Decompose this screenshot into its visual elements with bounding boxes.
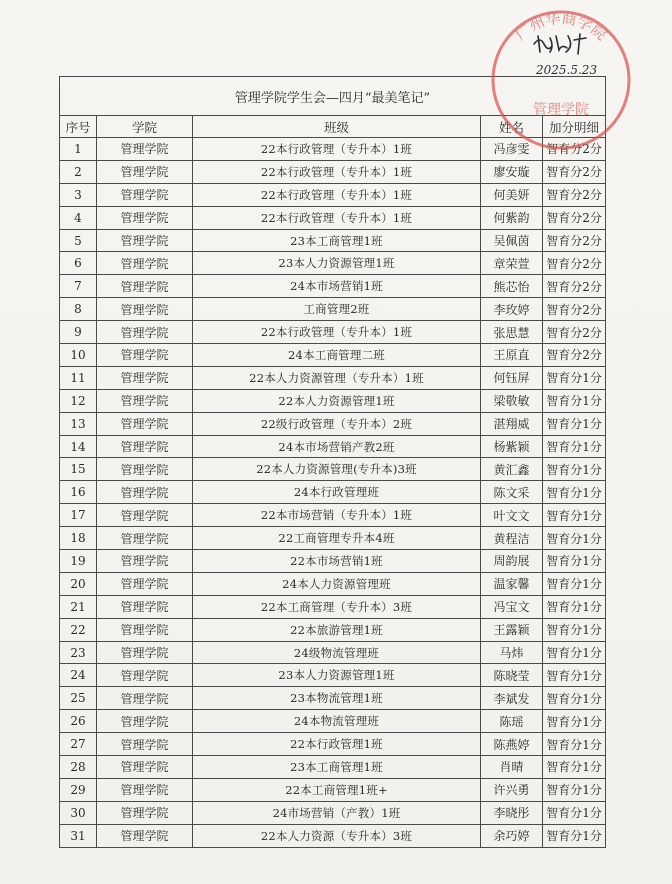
row-no: 18: [60, 527, 97, 550]
row-class: 22本工商管理（专升本）3班: [193, 595, 481, 618]
row-no: 30: [60, 801, 97, 824]
table-row: [60, 366, 606, 389]
row-no: 4: [60, 206, 97, 229]
row-class: 24市场营销（产教）1班: [193, 801, 481, 824]
row-name: 梁敬敏: [481, 389, 543, 412]
table-row: [60, 298, 606, 321]
row-class: 24本物流管理班: [193, 710, 481, 733]
table-row: [60, 641, 606, 664]
row-points: 智育分2分: [543, 252, 606, 275]
table-row: [60, 252, 606, 275]
row-name: 许兴勇: [481, 778, 543, 801]
row-no: 2: [60, 160, 97, 183]
row-points: 智育分1分: [543, 435, 606, 458]
row-college: 管理学院: [97, 160, 193, 183]
row-class: 22本旅游管理1班: [193, 618, 481, 641]
row-points: 智育分2分: [543, 298, 606, 321]
row-name: 温家馨: [481, 572, 543, 595]
row-no: 28: [60, 756, 97, 779]
row-points: 智育分1分: [543, 733, 606, 756]
row-no: 19: [60, 550, 97, 573]
svg-text:广州华商学院: 广州华商学院: [511, 9, 611, 44]
row-points: 智育分1分: [543, 595, 606, 618]
row-class: 22本市场营销1班: [193, 550, 481, 573]
row-points: 智育分1分: [543, 527, 606, 550]
row-class: 24本行政管理班: [193, 481, 481, 504]
table-row: [60, 435, 606, 458]
row-college: 管理学院: [97, 321, 193, 344]
row-name: 何钰屏: [481, 366, 543, 389]
row-points: 智育分2分: [543, 206, 606, 229]
row-class: 工商管理2班: [193, 298, 481, 321]
row-college: 管理学院: [97, 275, 193, 298]
row-name: 吴佩茵: [481, 229, 543, 252]
row-class: 22本行政管理（专升本）1班: [193, 183, 481, 206]
row-college: 管理学院: [97, 733, 193, 756]
row-points: 智育分2分: [543, 344, 606, 367]
row-college: 管理学院: [97, 298, 193, 321]
row-name: 章荣萱: [481, 252, 543, 275]
row-points: 智育分1分: [543, 778, 606, 801]
row-points: 智育分1分: [543, 687, 606, 710]
table-row: [60, 733, 606, 756]
row-no: 20: [60, 572, 97, 595]
row-name: 李玫婷: [481, 298, 543, 321]
row-no: 15: [60, 458, 97, 481]
row-points: 智育分1分: [543, 641, 606, 664]
row-name: 马炜: [481, 641, 543, 664]
row-college: 管理学院: [97, 801, 193, 824]
row-class: 22本行政管理（专升本）1班: [193, 160, 481, 183]
table-row: [60, 550, 606, 573]
table-row: [60, 504, 606, 527]
award-table: [59, 76, 606, 848]
table-row: [60, 710, 606, 733]
row-class: 22本行政管理（专升本）1班: [193, 138, 481, 161]
row-college: 管理学院: [97, 412, 193, 435]
row-points: 智育分1分: [543, 412, 606, 435]
row-name: 陈文采: [481, 481, 543, 504]
row-name: 王露颖: [481, 618, 543, 641]
row-no: 8: [60, 298, 97, 321]
title-row: [60, 77, 606, 116]
row-class: 22工商管理专升本4班: [193, 527, 481, 550]
row-no: 1: [60, 138, 97, 161]
row-name: 李斌发: [481, 687, 543, 710]
table-row: [60, 756, 606, 779]
row-college: 管理学院: [97, 504, 193, 527]
table-row: [60, 572, 606, 595]
row-name: 周韵展: [481, 550, 543, 573]
row-no: 5: [60, 229, 97, 252]
row-college: 管理学院: [97, 458, 193, 481]
row-class: 23本人力资源管理1班: [193, 664, 481, 687]
row-class: 22本行政管理（专升本）1班: [193, 206, 481, 229]
row-class: 22本市场营销（专升本）1班: [193, 504, 481, 527]
row-points: 智育分1分: [543, 366, 606, 389]
row-points: 智育分1分: [543, 481, 606, 504]
row-no: 13: [60, 412, 97, 435]
row-college: 管理学院: [97, 229, 193, 252]
table-row: [60, 229, 606, 252]
row-college: 管理学院: [97, 664, 193, 687]
row-no: 24: [60, 664, 97, 687]
row-class: 22本行政管理（专升本）1班: [193, 321, 481, 344]
row-name: 陈瑶: [481, 710, 543, 733]
row-points: 智育分1分: [543, 756, 606, 779]
row-name: 黄程洁: [481, 527, 543, 550]
svg-text:管理学院: 管理学院: [533, 102, 589, 118]
row-class: 24本工商管理二班: [193, 344, 481, 367]
table-row: [60, 138, 606, 161]
row-class: 22本人力资源管理1班: [193, 389, 481, 412]
row-name: 冯彦雯: [481, 138, 543, 161]
row-no: 10: [60, 344, 97, 367]
header-points: 加分明细: [543, 116, 606, 138]
table-row: [60, 801, 606, 824]
row-college: 管理学院: [97, 618, 193, 641]
row-class: 22本行政管理1班: [193, 733, 481, 756]
row-class: 24级物流管理班: [193, 641, 481, 664]
row-points: 智育分1分: [543, 458, 606, 481]
row-class: 22本工商管理1班+: [193, 778, 481, 801]
row-college: 管理学院: [97, 550, 193, 573]
row-no: 6: [60, 252, 97, 275]
row-class: 22本人力资源管理（专升本）1班: [193, 366, 481, 389]
row-class: 24本市场营销产教2班: [193, 435, 481, 458]
row-class: 23本人力资源管理1班: [193, 252, 481, 275]
header-no: 序号: [60, 116, 97, 138]
row-no: 11: [60, 366, 97, 389]
table-title: 管理学院学生会—四月“最美笔记”: [60, 77, 606, 116]
row-no: 12: [60, 389, 97, 412]
row-points: 智育分2分: [543, 275, 606, 298]
table-row: [60, 595, 606, 618]
table-row: [60, 183, 606, 206]
row-college: 管理学院: [97, 138, 193, 161]
row-college: 管理学院: [97, 206, 193, 229]
row-no: 16: [60, 481, 97, 504]
row-name: 王原直: [481, 344, 543, 367]
table-row: [60, 618, 606, 641]
row-college: 管理学院: [97, 344, 193, 367]
row-college: 管理学院: [97, 710, 193, 733]
row-name: 李晓彤: [481, 801, 543, 824]
row-points: 智育分1分: [543, 801, 606, 824]
table-row: [60, 412, 606, 435]
header-class: 班级: [193, 116, 481, 138]
row-name: 湛翔威: [481, 412, 543, 435]
row-no: 23: [60, 641, 97, 664]
row-points: 智育分1分: [543, 550, 606, 573]
row-points: 智育分1分: [543, 389, 606, 412]
row-points: 智育分1分: [543, 664, 606, 687]
row-college: 管理学院: [97, 687, 193, 710]
row-class: 22本人力资源（专升本）3班: [193, 824, 481, 847]
table-row: [60, 687, 606, 710]
row-college: 管理学院: [97, 527, 193, 550]
row-name: 叶文文: [481, 504, 543, 527]
row-no: 21: [60, 595, 97, 618]
row-name: 熊芯怡: [481, 275, 543, 298]
row-points: 智育分1分: [543, 710, 606, 733]
row-name: 陈燕婷: [481, 733, 543, 756]
table-row: [60, 458, 606, 481]
row-no: 26: [60, 710, 97, 733]
row-name: 廖安璇: [481, 160, 543, 183]
table-row: [60, 824, 606, 847]
table-row: [60, 206, 606, 229]
row-college: 管理学院: [97, 183, 193, 206]
row-class: 24本人力资源管理班: [193, 572, 481, 595]
row-name: 陈晓莹: [481, 664, 543, 687]
row-points: 智育分1分: [543, 504, 606, 527]
row-name: 何紫韵: [481, 206, 543, 229]
row-name: 张思慧: [481, 321, 543, 344]
header-row: [60, 116, 606, 138]
row-points: 智育分2分: [543, 160, 606, 183]
table-row: [60, 321, 606, 344]
row-points: 智育分1分: [543, 572, 606, 595]
row-no: 25: [60, 687, 97, 710]
row-college: 管理学院: [97, 595, 193, 618]
row-no: 27: [60, 733, 97, 756]
row-name: 黄汇鑫: [481, 458, 543, 481]
table-row: [60, 160, 606, 183]
row-college: 管理学院: [97, 435, 193, 458]
row-class: 24本市场营销1班: [193, 275, 481, 298]
row-no: 29: [60, 778, 97, 801]
row-no: 14: [60, 435, 97, 458]
row-no: 22: [60, 618, 97, 641]
handwritten-signature: [528, 30, 608, 80]
row-no: 9: [60, 321, 97, 344]
row-college: 管理学院: [97, 824, 193, 847]
row-points: 智育分2分: [543, 138, 606, 161]
row-no: 31: [60, 824, 97, 847]
row-college: 管理学院: [97, 756, 193, 779]
row-no: 7: [60, 275, 97, 298]
table-row: [60, 389, 606, 412]
row-college: 管理学院: [97, 481, 193, 504]
row-points: 智育分2分: [543, 229, 606, 252]
row-college: 管理学院: [97, 778, 193, 801]
row-college: 管理学院: [97, 641, 193, 664]
table-row: [60, 664, 606, 687]
table-row: [60, 344, 606, 367]
row-no: 3: [60, 183, 97, 206]
row-points: 智育分2分: [543, 183, 606, 206]
table-row: [60, 527, 606, 550]
row-name: 何美妍: [481, 183, 543, 206]
header-name: 姓名: [481, 116, 543, 138]
svg-text:2025.5.23: 2025.5.23: [536, 63, 598, 77]
row-college: 管理学院: [97, 366, 193, 389]
row-name: 冯宝文: [481, 595, 543, 618]
row-class: 23本工商管理1班: [193, 756, 481, 779]
row-class: 22本人力资源管理(专升本)3班: [193, 458, 481, 481]
row-points: 智育分1分: [543, 824, 606, 847]
header-college: 学院: [97, 116, 193, 138]
table-row: [60, 778, 606, 801]
row-name: 肖晴: [481, 756, 543, 779]
row-no: 17: [60, 504, 97, 527]
row-college: 管理学院: [97, 572, 193, 595]
row-name: 杨紫颖: [481, 435, 543, 458]
row-college: 管理学院: [97, 252, 193, 275]
row-name: 余巧婷: [481, 824, 543, 847]
row-points: 智育分1分: [543, 618, 606, 641]
table-row: [60, 481, 606, 504]
row-class: 23本物流管理1班: [193, 687, 481, 710]
table-row: [60, 275, 606, 298]
row-points: 智育分2分: [543, 321, 606, 344]
row-college: 管理学院: [97, 389, 193, 412]
row-class: 23本工商管理1班: [193, 229, 481, 252]
row-class: 22级行政管理（专升本）2班: [193, 412, 481, 435]
